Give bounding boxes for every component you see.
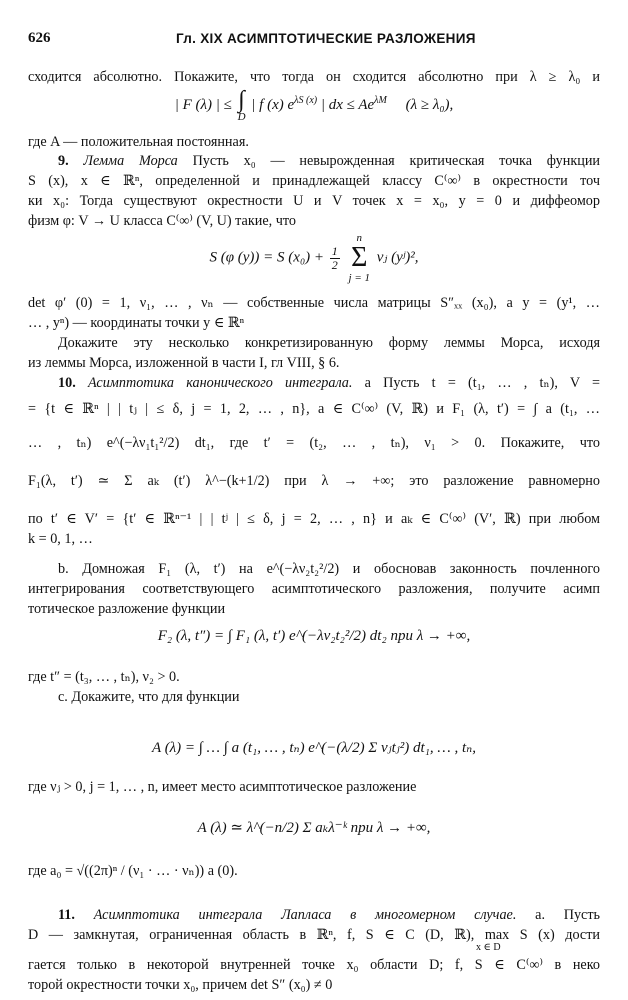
equation-3: F₂ (λ, t″) = ∫ F₁ (λ, t′) e^(−λν₂t₂²/2) dt₂ при λ → +∞, — [157, 628, 471, 644]
text-line: Докажите эту несколько конкретизированную форму леммы Морса, исходя — [58, 335, 600, 351]
text-line: где A — положительная постоянная. — [28, 134, 249, 150]
text-line: det φ′ (0) = 1, ν₁, … , νₙ — собственные числа матрицы S″ₓₓ (x₀), а y = (y¹, … — [28, 295, 600, 311]
text-line: k = 0, 1, … — [28, 531, 93, 547]
text-line: тотическое разложение функции — [28, 601, 226, 617]
text-line: … , yⁿ) — координаты точки y ∈ ℝⁿ — [28, 315, 245, 331]
text-line: = {t ∈ ℝⁿ | | tⱼ | ≤ δ, j = 1, 2, … , n}, a ∈ C⁽∞⁾ (V, ℝ) и F₁ (λ, t′) = ∫ a (t₁, … — [28, 401, 600, 417]
paragraph-10-heading: 10. Асимптотика канонического интеграла. а Пусть t = (t₁, … , tₙ), V = — [58, 375, 600, 391]
text-line: где νⱼ > 0, j = 1, … , n, имеет место асимптотическое разложение — [28, 779, 417, 795]
text-line: ки x₀: Тогда существуют окрестности U и V точек x = x₀, y = 0 и диффеомор — [28, 193, 600, 209]
text-line: b. Домножая F₁ (λ, t′) на e^(−λν₂t₂²/2) и обосновав законность почленного — [58, 561, 600, 577]
equation-2: S (φ (y)) = S (x₀) + $\frac{1}{2}$ n Σ j = 1 νⱼ (yʲ)², — [209, 232, 419, 284]
equation-5: A (λ) ≃ λ^(−n/2) Σ aₖλ⁻ᵏ при λ → +∞, — [197, 820, 431, 836]
text-line: S (x), x ∈ ℝⁿ, определенной и принадлежащей классу C⁽∞⁾ в окрестности точ — [28, 173, 600, 189]
paragraph-9-heading: 9. Лемма Морса Пусть x₀ — невырожденная критическая точка функции — [58, 153, 600, 169]
text-line: сходится абсолютно. Покажите, что тогда он сходится абсолютно при λ ≥ λ₀ и — [28, 69, 600, 85]
page-number: 626 — [28, 30, 51, 46]
equation-1: | F (λ) | ≤ ∫ D | f (x) $e^{\lambda S (x)}$ | dx ≤ $Ae^{\lambda M}$ (λ ≥ λ₀), — [174, 87, 454, 123]
text-line: где t″ = (t₃, … , tₙ), ν₂ > 0. — [28, 669, 180, 685]
text-line: … , tₙ) e^(−λν₁t₁²/2) dt₁, где t′ = (t₂, … , tₙ), ν₁ > 0. Покажите, что — [28, 435, 600, 451]
text-line: физм φ: V → U класса C⁽∞⁾ (V, U) такие, что — [28, 213, 296, 229]
text-line: где a₀ = √((2π)ⁿ / (ν₁ · … · νₙ)) a (0). — [28, 863, 238, 879]
text-line: из леммы Морса, изложенной в части I, гл VIII, § 6. — [28, 355, 340, 371]
page-header — [28, 30, 600, 52]
text-line: гается только в некоторой внутренней точке x₀ области D; f, S ∈ C⁽∞⁾ в неко — [28, 957, 600, 973]
paragraph-11-heading: 11. Асимптотика интеграла Лапласа в многомерном случае. а. Пусть — [58, 907, 600, 923]
text-line: F₁(λ, t′) ≃ Σ aₖ (t′) λ^−(k+1/2) при λ → +∞; это разложение равномерно — [28, 473, 600, 489]
equation-4: A (λ) = ∫ … ∫ a (t₁, … , tₙ) e^(−(λ/2) Σ νⱼtⱼ²) dt₁, … , tₙ, — [152, 740, 476, 756]
text-line: D — замкнутая, ограниченная область в ℝⁿ, f, S ∈ C (D, ℝ), max S (x) дости — [28, 927, 600, 943]
chapter-title: Гл. XIX АСИМПТОТИЧЕСКИЕ РАЗЛОЖЕНИЯ — [176, 31, 476, 46]
text-line: торой окрестности точки x₀, причем det S″ (x₀) ≠ 0 — [28, 977, 333, 993]
text-line: по t′ ∈ V′ = {t′ ∈ ℝⁿ⁻¹ | | tʲ | ≤ δ, j = 2, … , n} и aₖ ∈ C⁽∞⁾ (V′, ℝ) при любом — [28, 511, 600, 527]
text-line: c. Докажите, что для функции — [58, 689, 240, 705]
text-line: интегрирования соответствующего асимптотического разложения, получите асимп — [28, 581, 600, 597]
max-subscript: x ∈ D — [476, 942, 501, 953]
